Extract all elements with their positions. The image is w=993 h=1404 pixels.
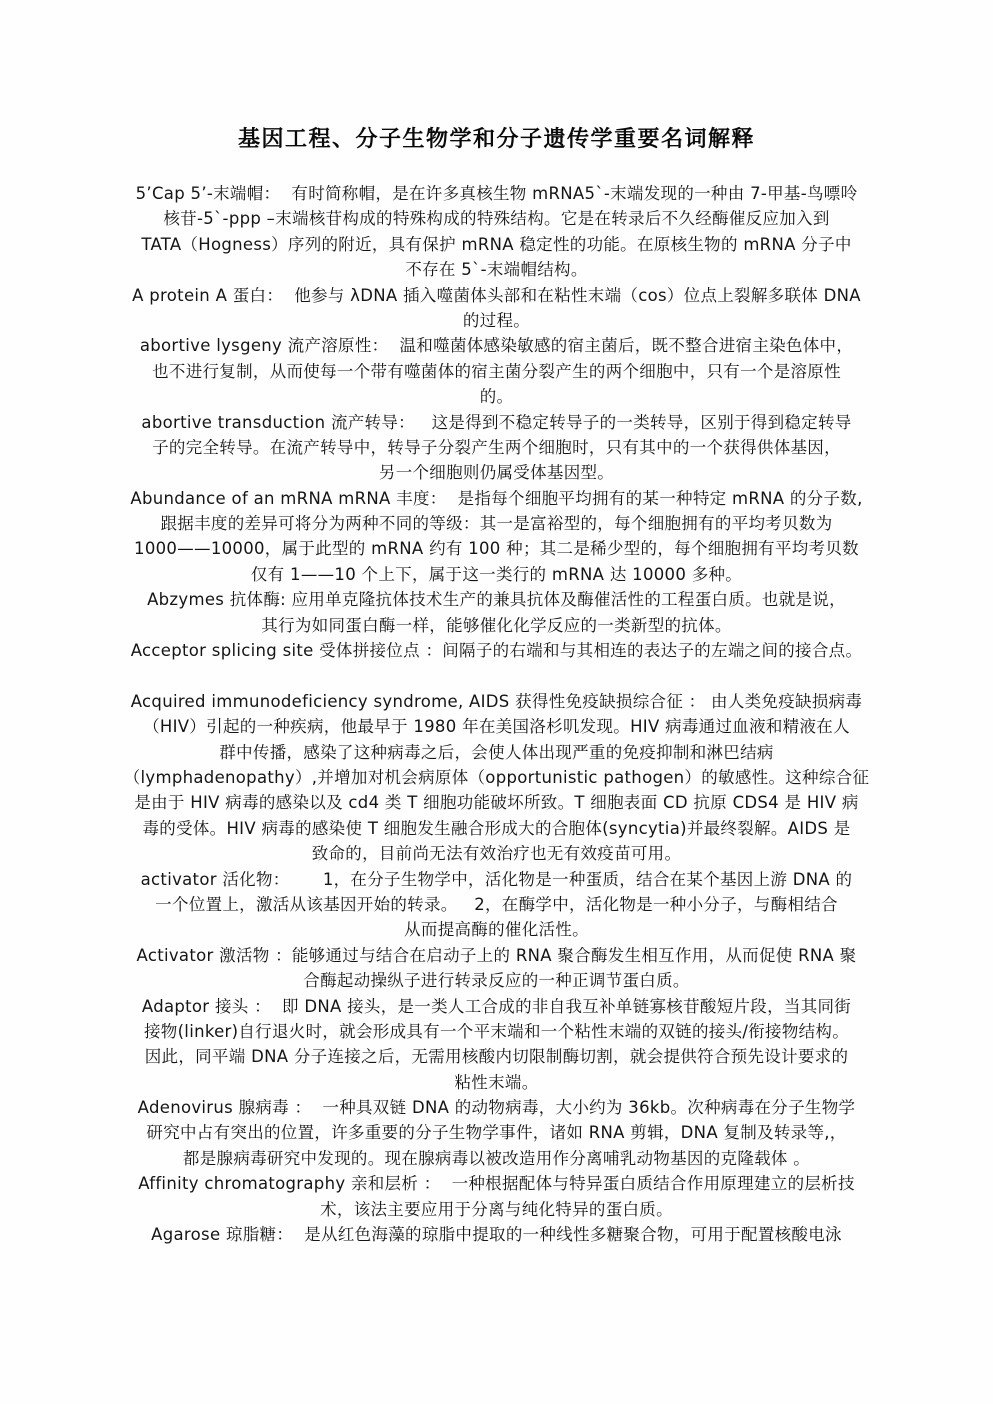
glossary-entry-activator-lower [0,867,993,943]
entry-line: 一个位置上，激活从该基因开始的转录。 2，在酶学中，活化物是一种小分子，与酶相结合 [155,894,838,914]
glossary-entry-adaptor [0,994,993,1096]
entry-line: 核苷-5`-ppp –末端核苷构成的特殊构成的特殊结构。它是在转录后不久经酶催反应加入到 [163,209,830,229]
entry-line: Acceptor splicing site 受体拼接位点 ：间隔子的右端和与其相连的表达子的左端之间的接合点。 [130,641,863,661]
entry-line: Abundance of an mRNA mRNA 丰度： 是指每个细胞平均拥有的某一种特定 mRNA 的分子数, [130,488,863,508]
glossary-entry-abortive-transduction [0,410,993,486]
entry-line: 接物(linker)自行退火时，就会形成具有一个平末端和一个粘性末端的双链的接头/衔接物结构。 [143,1021,850,1041]
glossary-entry-abzymes [0,587,993,638]
entry-line: （HIV）引起的一种疾病，他最早于 1980 年在美国洛杉叽发现。HIV 病毒通过血液和精液在人 [143,717,850,737]
document-title: 基因工程、分子生物学和分子遗传学重要名词解释 [237,127,755,152]
glossary-entry-acceptor-splicing-site [0,638,993,663]
blank-line [0,663,993,688]
entry-line: 都是腺病毒研究中发现的。现在腺病毒以被改造用作分离哺乳动物基因的克隆载体 。 [182,1148,811,1168]
entry-line: 1000——10000，属于此型的 mRNA 约有 100 种；其二是稀少型的，每个细胞拥有平均考贝数 [134,539,859,559]
entry-line: 是由于 HIV 病毒的感染以及 cd4 类 T 细胞功能破坏所致。T 细胞表面 CD 抗原 CDS4 是 HIV 病 [134,793,859,813]
entry-line: 子的完全转导。在流产转导中，转导子分裂产生两个细胞时，只有其中的一个获得供体基因， [152,437,841,457]
entry-line: abortive transduction 流产转导： 这是得到不稳定转导子的一类转导，区别于得到稳定转导 [141,412,852,432]
entry-line: 因此，同平端 DNA 分子连接之后，无需用核酸内切限制酶切割，就会提供符合预先设计要求的 [144,1047,849,1067]
entry-line: 其行为如同蛋白酶一样，能够催化化学反应的一类新型的抗体。 [261,615,732,635]
entry-line: 不存在 5`-末端帽结构。 [405,260,588,280]
entry-line: Adaptor 接头 ： 即 DNA 接头，是一类人工合成的非自我互补单链寡核苷酸短片段，当其同街 [141,996,852,1016]
entry-line: Activator 激活物 ：能够通过与结合在启动子上的 RNA 聚合酶发生相互作用，从而促使 RNA 聚 [136,945,857,965]
entry-line: 毒的受体。HIV 病毒的感染使 T 细胞发生融合形成大的合胞体(syncytia)并最终裂解。AIDS 是 [142,818,851,838]
entry-line: A protein A 蛋白： 他参与 λDNA 插入噬菌体头部和在粘性末端（cos）位点上裂解多联体 DNA [132,285,861,305]
entry-line: 另一个细胞则仍属受体基因型。 [378,463,615,483]
entry-line: 跟据丰度的差异可将分为两种不同的等级：其一是富裕型的，每个细胞拥有的平均考贝数为 [160,514,833,534]
glossary-entry-agarose [0,1222,993,1247]
glossary-entry-abundance-of-an-mrna [0,486,993,588]
entry-line: 也不进行复制，从而使每一个带有噬菌体的宿主菌分裂产生的两个细胞中，只有一个是溶原性 [152,361,841,381]
entry-line: Affinity chromatography 亲和层析 ： 一种根据配体与特异蛋白质结合作用原理建立的层析技 [138,1174,855,1194]
glossary-entry-abortive-lysgeny [0,333,993,409]
entry-line: 研究中占有突出的位置，许多重要的分子生物学事件，诸如 RNA 剪辑，DNA 复制及转录等,， [146,1123,847,1143]
entry-line: 致命的，目前尚无法有效治疗也无有效疫苗可用。 [311,844,682,864]
entry-line: 从而提高酶的催化活性。 [404,920,589,940]
entry-line: （lymphadenopathy）,并增加对机会病原体（opportunistic pathogen）的敏感性。这种综合征 [123,767,870,787]
entry-line: Abzymes 抗体酶: 应用单克隆抗体技术生产的兼具抗体及酶催活性的工程蛋白质。也就是说， [147,590,846,610]
glossary-entry-affinity-chromatography [0,1171,993,1222]
document-body [0,181,993,1247]
entry-line: 5’Cap 5’-末端帽： 有时简称帽，是在许多真核生物 mRNA5`-末端发现的一种由 7-甲基-鸟嘌呤 [135,184,858,203]
entry-line: 的过程。 [462,310,531,330]
entry-line: 合酶起动操纵子进行转录反应的一种正调节蛋白质。 [303,971,690,991]
entry-line: 仅有 1——10 个上下，属于这一类行的 mRNA 达 10000 多种。 [250,564,743,584]
glossary-entry-adenovirus [0,1095,993,1171]
entry-line: 群中传播，感染了这种病毒之后，会使人体出现严重的免疫抑制和淋巴结病 [219,742,774,762]
glossary-entry-a-protein [0,283,993,334]
entry-line: TATA（Hogness）序列的附近，具有保护 mRNA 稳定性的功能。在原核生物的 mRNA 分子中 [141,234,852,254]
entry-line: Acquired immunodeficiency syndrome, AIDS 获得性免疫缺损综合征 ： 由人类免疫缺损病毒 [130,691,863,711]
entry-line: Agarose 琼脂糖： 是从红色海藻的琼脂中提取的一种线性多糖聚合物，可用于配置核酸电泳 [151,1225,842,1245]
entry-line: 术，该法主要应用于分离与纯化特异的蛋白质。 [320,1199,673,1219]
glossary-entry-5cap [0,181,993,283]
entry-line: Adenovirus 腺病毒 ： 一种具双链 DNA 的动物病毒，大小约为 36kb。次种病毒在分子生物学 [137,1098,856,1118]
entry-line: 的。 [479,387,514,407]
entry-line: activator 活化物： 1，在分子生物学中，活化物是一种蛋质，结合在某个基因上游 DNA 的 [140,869,853,889]
entry-line: 粘性末端。 [454,1072,539,1092]
glossary-entry-aids [0,689,993,867]
glossary-entry-activator-upper [0,943,993,994]
entry-line: abortive lysgeny 流产溶原性： 温和噬菌体感染敏感的宿主菌后，既不整合进宿主染色体中， [139,336,854,356]
